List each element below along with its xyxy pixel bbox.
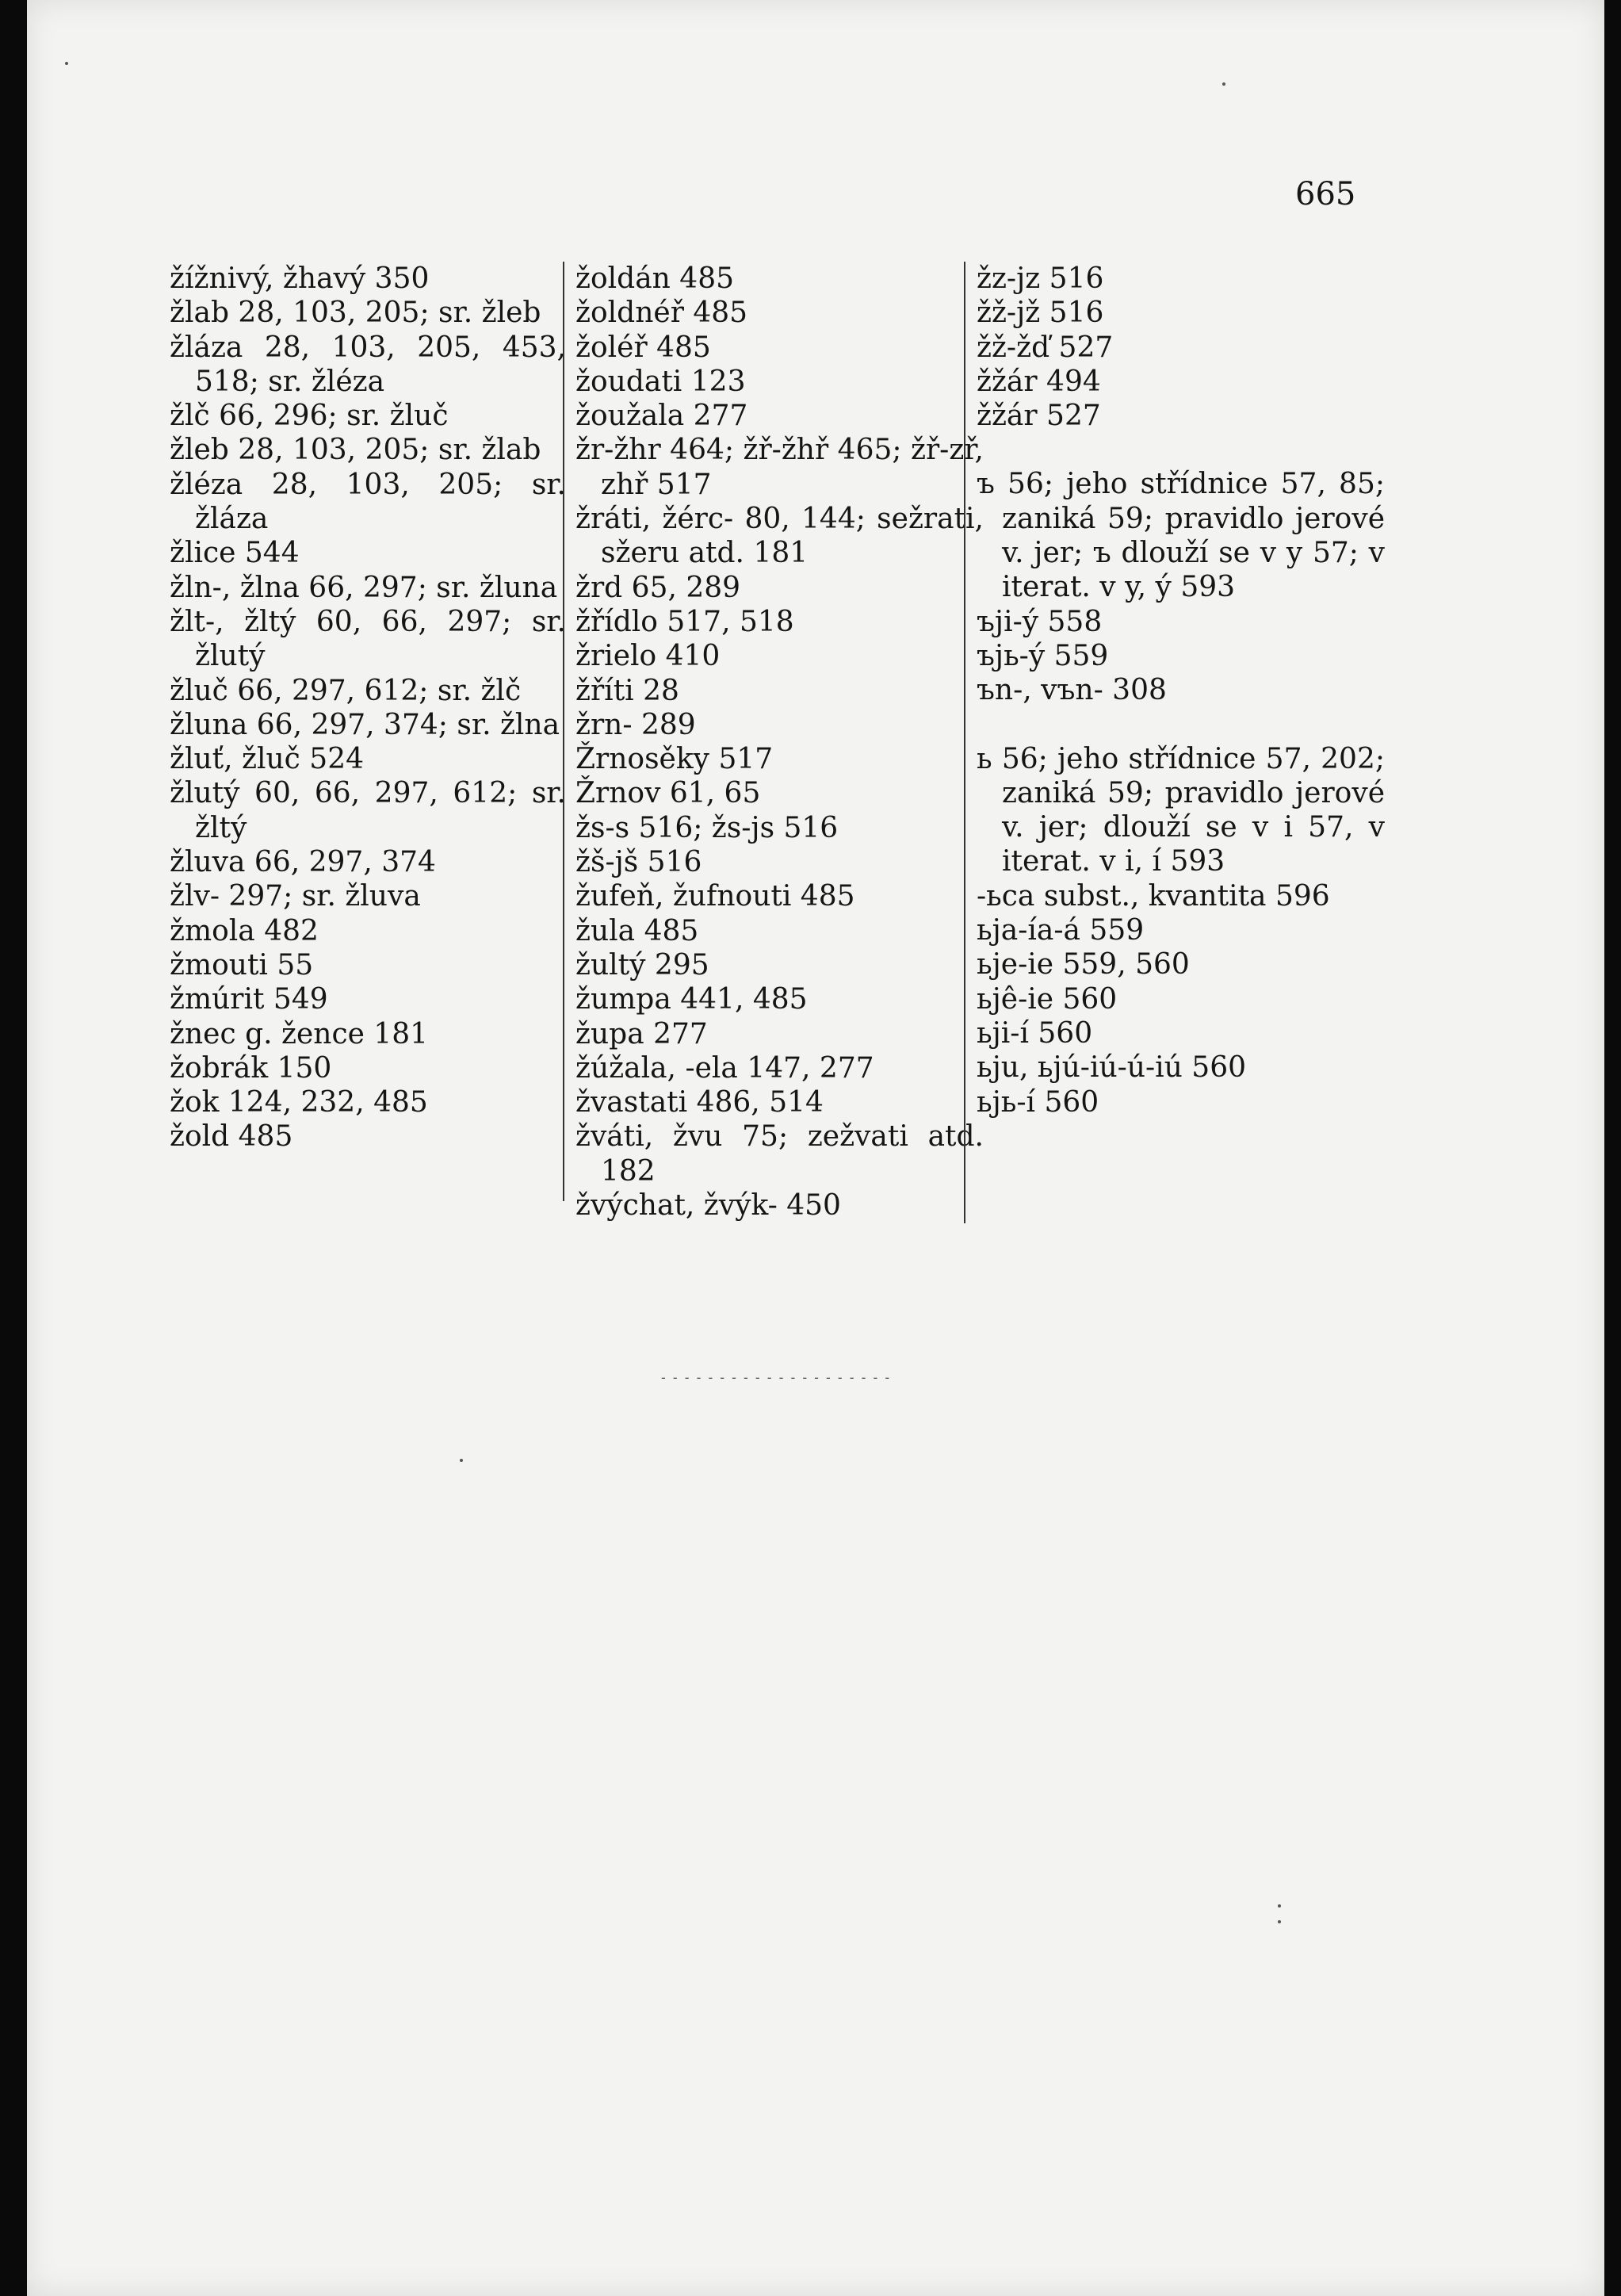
index-entry: župa 277 — [575, 1017, 708, 1050]
index-entry: žnec g. žence 181 — [170, 1017, 429, 1050]
index-entry: ьje-ie 559, 560 — [977, 948, 1190, 982]
index-entry: žleb 28, 103, 205; sr. žlab — [170, 434, 541, 467]
index-entry: žumpa 441, 485 — [575, 983, 808, 1016]
index-entry: žluť, žluč 524 — [170, 743, 365, 776]
index-entry: žž-jž 516 — [977, 297, 1104, 330]
speck — [460, 1459, 463, 1462]
index-entry: Žrnosěky 517 — [575, 743, 774, 776]
index-entry: žláza 28, 103, 205, 453, 518; sr. žléza — [170, 331, 566, 398]
index-column-3 — [964, 262, 1385, 1223]
index-entry: žrielo 410 — [575, 640, 721, 673]
index-entry: žříti 28 — [575, 674, 679, 707]
index-entry: ьju, ьjú-iú-ú-iú 560 — [977, 1051, 1247, 1085]
index-entry: žřídlo 517, 518 — [575, 605, 794, 638]
index-entry: žln-, žlna 66, 297; sr. žluna — [170, 571, 558, 604]
index-entry: žoudati 123 — [575, 365, 746, 398]
section-gap — [977, 708, 1385, 742]
index-entry: -ьca subst., kvantita 596 — [977, 879, 1330, 913]
speck — [1222, 82, 1225, 86]
index-column-2 — [563, 262, 984, 1223]
book-page — [27, 0, 1604, 2296]
index-entry: ъn-, vъn- 308 — [977, 674, 1167, 707]
index-entry: ьji-í 560 — [977, 1016, 1093, 1050]
speck — [65, 62, 68, 65]
index-entry: ьja-ía-á 559 — [977, 914, 1145, 947]
index-entry: žoléř 485 — [575, 331, 711, 364]
index-entry: žráti, žérc- 80, 144; sežrati, sžeru atd. 181 — [575, 503, 984, 570]
index-entry: žlutý 60, 66, 297, 612; sr. žltý — [170, 777, 566, 844]
index-entry: Žrnov 61, 65 — [575, 777, 761, 810]
index-entry: ьjê-ie 560 — [977, 982, 1118, 1016]
index-entry: žs-s 516; žs-js 516 — [575, 811, 839, 844]
index-entry: žobrák 150 — [170, 1051, 332, 1085]
index-entry: žmola 482 — [170, 914, 319, 947]
index-entry: žmúrit 549 — [170, 983, 328, 1016]
index-entry: žžár 494 — [977, 365, 1101, 398]
index-entry: žž-žď 527 — [977, 331, 1114, 364]
section-gap — [977, 433, 1385, 467]
index-entry: žváti, žvu 75; zežvati atd. 182 — [575, 1120, 984, 1188]
page-number: 665 — [1295, 176, 1356, 212]
index-entry: žlt-, žltý 60, 66, 297; sr. žlutý — [170, 605, 566, 673]
index-entry: žlč 66, 296; sr. žluč — [170, 400, 449, 433]
index-entry: žmouti 55 — [170, 948, 314, 982]
index-entry: ъjь-ý 559 — [977, 639, 1109, 672]
speck — [1278, 1920, 1281, 1923]
index-entry: žoužala 277 — [575, 400, 748, 433]
index-entry: žúžala, -ela 147, 277 — [575, 1051, 874, 1085]
index-entry: žš-jš 516 — [575, 846, 702, 879]
index-entry: žr-žhr 464; žř-žhř 465; žř-zř, zhř 517 — [575, 434, 984, 501]
index-entry: žluč 66, 297, 612; sr. žlč — [170, 674, 522, 707]
index-entry: žula 485 — [575, 914, 699, 947]
index-entry: žluna 66, 297, 374; sr. žlna — [170, 708, 560, 741]
index-entry: žlice 544 — [170, 537, 300, 570]
index-entry: žok 124, 232, 485 — [170, 1086, 428, 1119]
index-entry: žlab 28, 103, 205; sr. žleb — [170, 297, 541, 330]
index-entry: žléza 28, 103, 205; sr. žláza — [170, 468, 566, 536]
end-ornament: - - - - - - - - - - - - - - - - - - - - — [661, 1370, 892, 1385]
index-entry: ъji-ý 558 — [977, 605, 1103, 638]
index-entry: žvýchat, žvýk- 450 — [575, 1189, 841, 1223]
index-entry: ьjь-í 560 — [977, 1085, 1099, 1119]
index-entry: žvastati 486, 514 — [575, 1086, 824, 1119]
index-entry: ь 56; jeho střídnice 57, 202; zaniká 59; pravidlo jerové v. jer; dlouží se v i 57, v iterat. v i, í 593 — [977, 742, 1385, 878]
index-entry: žoldán 485 — [575, 262, 735, 295]
index-column-1 — [170, 262, 566, 1154]
index-entry: žultý 295 — [575, 948, 709, 982]
index-entry: žrn- 289 — [575, 708, 696, 741]
index-entry: žlv- 297; sr. žluva — [170, 880, 421, 913]
index-entry: žoldnéř 485 — [575, 297, 748, 330]
speck — [1278, 1904, 1281, 1908]
index-entry: žufeň, žufnouti 485 — [575, 880, 855, 913]
index-entry: ъ 56; jeho střídnice 57, 85; zaniká 59; pravidlo jerové v. jer; ъ dlouží se v y 57; v iterat. v y, ý 593 — [977, 468, 1385, 604]
index-entry: žrd 65, 289 — [575, 571, 741, 604]
index-entry: žz-jz 516 — [977, 262, 1104, 295]
index-entry: žold 485 — [170, 1120, 293, 1154]
index-entry: žížnivý, žhavý 350 — [170, 262, 430, 295]
index-entry: žžár 527 — [977, 400, 1101, 433]
index-entry: žluva 66, 297, 374 — [170, 846, 436, 879]
